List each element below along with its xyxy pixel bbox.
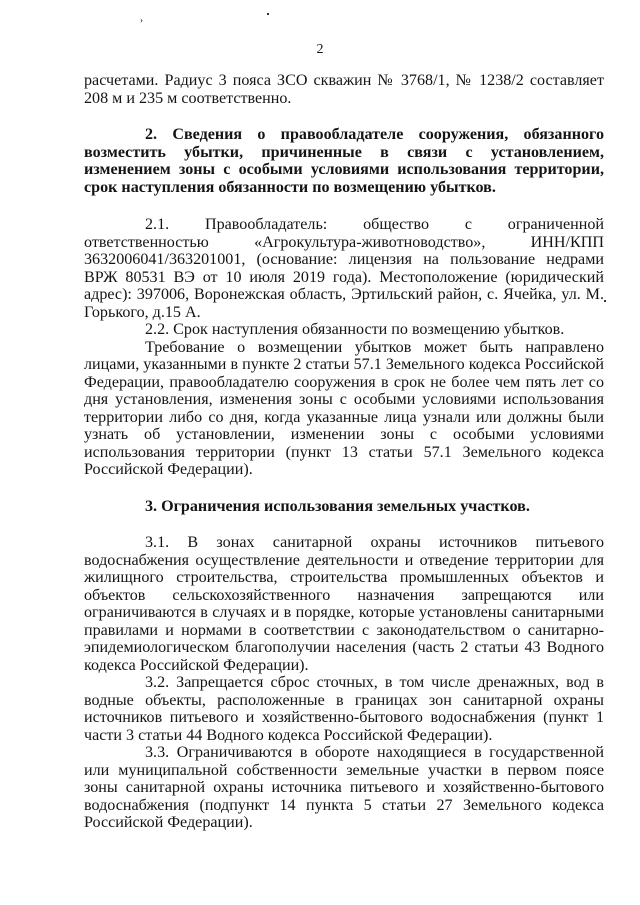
document-body (84, 72, 604, 832)
paragraph-claim-requirement: Требование о возмещении убытков может быть направлено лицами, указанными в пункте 2 статьи 57.1 Земельного кодекса Российской Федерации, правообладателю сооружения в срок не более чем пять лет со дня установления, изменения зоны с особыми условиями использования территории либо со дня, когда указанные лица узнали или должны были узнать об установлении, изменении зоны с особыми условиями использования территории (пункт 13 статьи 57.1 Земельного кодекса Российской Федерации). (84, 338, 604, 478)
paragraph-3-3: 3.3. Ограничиваются в обороте находящиеся в государственной или муниципальной собственности земельные участки в первом поясе зоны санитарной охраны источника питьевого и хозяйственно-бытового водоснабжения (подпункт 14 пункта 5 статьи 27 Земельного кодекса Российской Федерации). (84, 744, 604, 831)
paragraph-continuation: расчетами. Радиус 3 пояса ЗСО скважин № 3768/1, № 1238/2 составляет 208 м и 235 м соответственно. (84, 72, 604, 107)
section-3-heading: 3. Ограничения использования земельных участков. (145, 497, 530, 515)
scan-mark: › (140, 15, 143, 25)
paragraph-2-2: 2.2. Срок наступления обязанности по возмещению убытков. (145, 321, 565, 338)
section-2-heading: 2. Сведения о правообладателе сооружения, обязанного возместить убытки, причиненные в связи с установлением, изменением зоны с особыми условиями использования территории, срок наступления обязанности по возмещению убытков. (84, 126, 604, 196)
page-number: 2 (316, 42, 324, 57)
scan-speck (267, 13, 269, 15)
scan-speck (604, 300, 606, 302)
paragraph-3-2: 3.2. Запрещается сброс сточных, в том числе дренажных, вод в водные объекты, расположенные в границах зон санитарной охраны источников питьевого и хозяйственно-бытового водоснабжения (пункт 1 части 3 статьи 44 Водного кодекса Российской Федерации). (84, 674, 604, 744)
paragraph-3-1: 3.1. В зонах санитарной охраны источников питьевого водоснабжения осуществление деятельности и отведение территории для жилищного строительства, строительства промышленных объектов и объектов сельскохозяйственного назначения запрещаются или ограничиваются в случаях и в порядке, которые установлены санитарными правилами и нормами в соответствии с законодательством о санитарно-эпидемиологическом благополучии населения (часть 2 статьи 43 Водного кодекса Российской Федерации). (84, 534, 604, 674)
paragraph-2-1: 2.1. Правообладатель: общество с ограниченной ответственностью «Агрокультура-животноводство», ИНН/КПП 3632006041/363201001, (основание: лицензия на пользование недрами ВРЖ 80531 ВЭ от 10 июля 2019 года). Местоположение (юридический адрес): 397006, Воронежская область, Эртильский район, с. Ячейка, ул. М. Горького, д.15 А. (84, 216, 604, 321)
